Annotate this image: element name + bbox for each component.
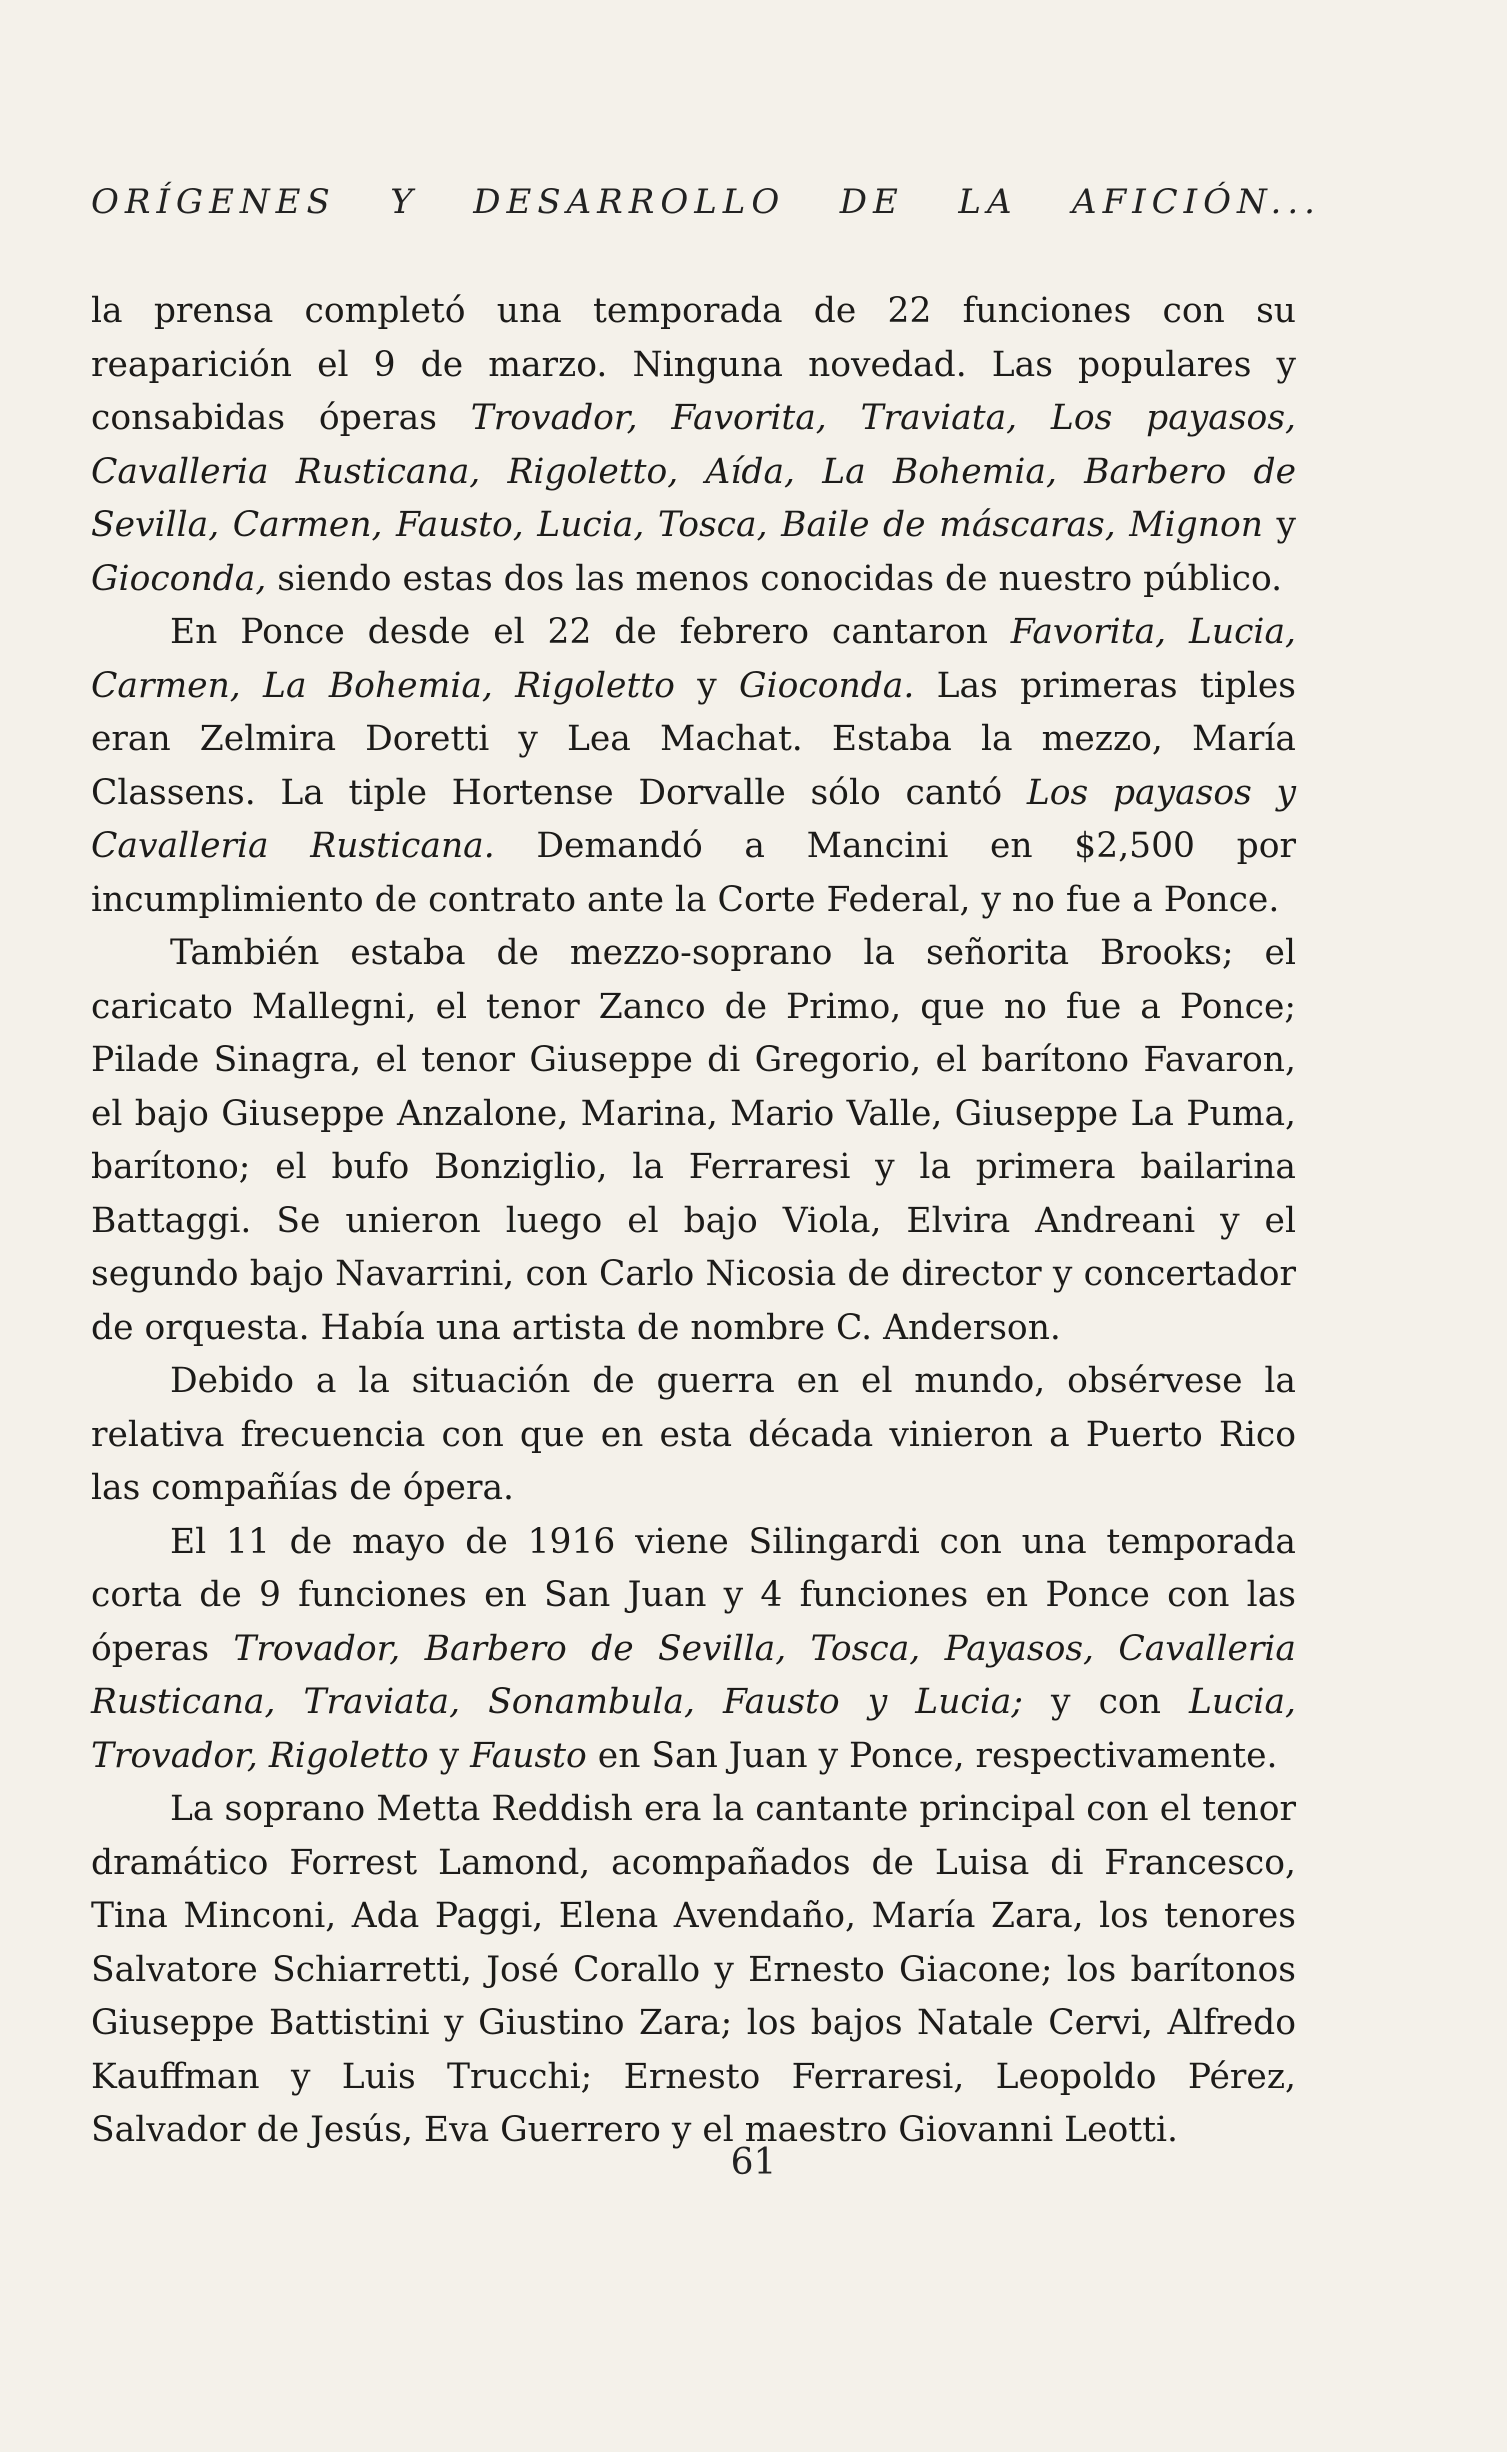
paragraph bbox=[91, 285, 1296, 606]
text-run: y con bbox=[1022, 1682, 1189, 1722]
text-run: y bbox=[428, 1735, 471, 1776]
italic-title-run: Trovador, Favorita, Traviata, Los payasos, Cavalleria Rusticana, Rigoletto, Aída, La Bohemia, Barbero de Sevilla, Carmen, Fausto, Lucia, Tosca, Baile de máscaras, Mignon bbox=[91, 398, 1296, 545]
italic-title-run: Trovador, Barbero de Sevilla, Tosca, Payasos, Cavalleria Rusticana, Traviata, Sonambula, Fausto y Lucia; bbox=[91, 1628, 1296, 1722]
paragraph bbox=[91, 1516, 1296, 1784]
italic-title-run: Gioconda, bbox=[91, 558, 267, 599]
text-run: También estaba de mezzo-soprano la señorita Brooks; el caricato Mallegni, el tenor Zanco de Primo, que no fue a Ponce; Pilade Sinagra, el tenor Giuseppe di Gregorio, el barítono Favaron, el bajo Giuseppe Anzalone, Marina, Mario Valle, Giuseppe La Puma, barítono; el bufo Bonziglio, la Ferraresi y la primera bailarina Battaggi. Se unieron luego el bajo Viola, Elvira Andreani y el segundo bajo Navarrini, con Carlo Nicosia de director y concertador de orquesta. Había una artista de nombre C. Anderson. bbox=[91, 933, 1296, 1348]
italic-title-run: Los payasos y Cavalleria Rusticana. bbox=[91, 772, 1297, 866]
text-run: siendo estas dos las menos conocidas de nuestro público. bbox=[266, 558, 1283, 599]
italic-title-run: Lucia, Trovador, Rigoletto bbox=[91, 1682, 1296, 1776]
body-text bbox=[91, 285, 1296, 2158]
text-run: Las primeras tiples eran Zelmira Doretti y Lea Machat. Estaba la mezzo, María Classens. La tiple Hortense Dorvalle sólo cantó bbox=[91, 665, 1297, 813]
italic-title-run: Gioconda. bbox=[739, 665, 915, 706]
text-run: y bbox=[674, 665, 740, 706]
text-run: Debido a la situación de guerra en el mundo, obsérvese la relativa frecuencia con que en esta década vinieron a Puerto Rico las compañías de ópera. bbox=[91, 1361, 1296, 1508]
running-head-word: DESARROLLO bbox=[473, 182, 786, 222]
running-head-word: DE bbox=[839, 182, 904, 222]
text-run: En Ponce desde el 22 de febrero cantaron bbox=[170, 612, 1011, 652]
text-run: Demandó a Mancini en $2,500 por incumplimiento de contrato ante la Corte Federal, y no fue a Ponce. bbox=[91, 826, 1297, 920]
paragraph bbox=[91, 1355, 1296, 1516]
running-head-word: AFICIÓN... bbox=[1072, 182, 1321, 222]
text-run: la prensa completó una temporada de 22 funciones con su reaparición el 9 de marzo. Ninguna novedad. Las populares y consabidas óperas bbox=[91, 291, 1296, 438]
running-head-word: Y bbox=[390, 182, 419, 222]
running-head-word: ORÍGENES bbox=[91, 182, 336, 222]
paragraph bbox=[91, 606, 1296, 927]
italic-title-run: Favorita, Lucia, Carmen, La Bohemia, Rigoletto bbox=[91, 612, 1296, 706]
text-run: y bbox=[1262, 505, 1296, 545]
text-run: La soprano Metta Reddish era la cantante principal con el tenor dramático Forrest Lamond, acompañados de Luisa di Francesco, Tina Minconi, Ada Paggi, Elena Avendaño, María Zara, los tenores Salvatore Schiarretti, José Corallo y Ernesto Giacone; los barítonos Giuseppe Battistini y Giustino Zara; los bajos Natale Cervi, Alfredo Kauffman y Luis Trucchi; Ernesto Ferraresi, Leopoldo Pérez, Salvador de Jesús, Eva Guerrero y el maestro Giovanni Leotti. bbox=[91, 1789, 1296, 2150]
running-head bbox=[91, 182, 1321, 222]
paragraph bbox=[91, 927, 1296, 1355]
text-run: en San Juan y Ponce, respectivamente. bbox=[586, 1735, 1278, 1776]
paragraph bbox=[91, 1783, 1296, 2158]
page-number: 61 bbox=[730, 2142, 777, 2183]
italic-title-run: Fausto bbox=[470, 1735, 587, 1776]
text-run: El 11 de mayo de 1916 viene Silingardi con una temporada corta de 9 funciones en San Juan y 4 funciones en Ponce con las óperas bbox=[91, 1521, 1296, 1669]
running-head-word: LA bbox=[958, 182, 1018, 222]
